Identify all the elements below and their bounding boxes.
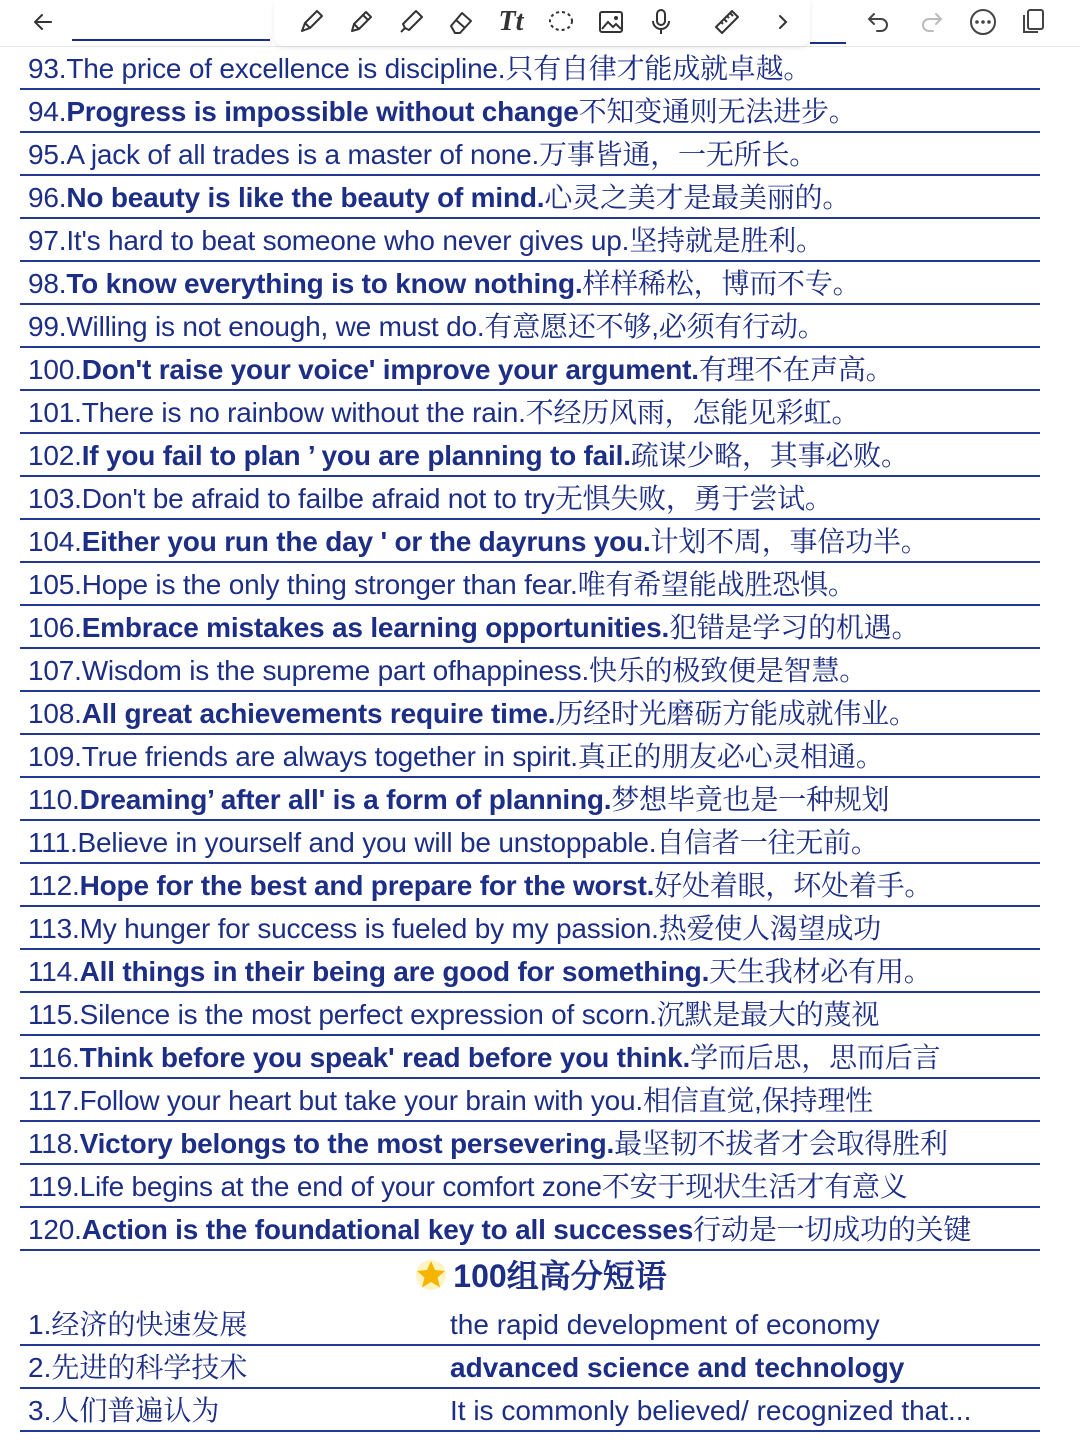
quote-english: Victory belongs to the most persevering. (79, 1128, 615, 1159)
quote-chinese: 犯错是学习的机遇。 (669, 612, 920, 643)
quote-number: 101. (28, 397, 82, 428)
more-button[interactable] (964, 4, 1002, 40)
quote-chinese: 历经时光磨砺方能成就伟业。 (555, 698, 917, 729)
quote-english: A jack of all trades is a master of none. (66, 139, 540, 170)
quote-row (20, 822, 1040, 864)
quote-english: Action is the foundational key to all successes (81, 1214, 694, 1245)
quote-chinese: 万事皆通，一无所长。 (539, 139, 818, 170)
quote-chinese: 样样稀松，博而不专。 (582, 268, 861, 299)
quote-number: 118. (28, 1128, 80, 1159)
phrase-english: It is commonly believed/ recognized that... (450, 1395, 972, 1426)
quote-row (20, 263, 1040, 305)
quote-english: There is no rainbow without the rain. (81, 397, 526, 428)
quote-number: 108. (28, 698, 82, 729)
back-button[interactable] (24, 4, 62, 40)
quote-row (20, 779, 1040, 821)
quote-english: Think before you speak' read before you think. (79, 1042, 691, 1073)
toolbar (0, 0, 1080, 46)
quote-number: 115. (28, 999, 80, 1030)
quote-row (20, 693, 1040, 735)
quote-english: Don't be afraid to failbe afraid not to try (81, 483, 555, 514)
more-icon (968, 7, 998, 37)
quote-number: 96. (28, 182, 67, 213)
quote-row (20, 564, 1040, 606)
quote-chinese: 无惧失败，勇于尝试。 (554, 483, 833, 514)
chevron-right-icon (773, 12, 793, 32)
quote-row (20, 1037, 1040, 1079)
quote-number: 100. (28, 354, 82, 385)
quote-number: 117. (28, 1085, 80, 1116)
undo-button[interactable] (860, 4, 898, 40)
quote-chinese: 有意愿还不够,必须有行动。 (484, 311, 826, 342)
quote-chinese: 坚持就是胜利。 (629, 225, 824, 256)
phrase-english: advanced science and technology (450, 1352, 905, 1383)
quote-row (20, 1123, 1040, 1165)
quote-row (20, 994, 1040, 1036)
quote-english: Don't raise your voice' improve your argument. (81, 354, 699, 385)
quote-chinese: 不知变通则无法进步。 (578, 96, 857, 127)
quote-english: Hope for the best and prepare for the worst. (79, 870, 655, 901)
text-tool[interactable] (492, 4, 530, 40)
quote-row (20, 478, 1040, 520)
text-icon: Tt (498, 6, 524, 37)
pages-button[interactable] (1014, 4, 1052, 40)
eraser-tool[interactable] (442, 4, 480, 40)
quote-chinese: 学而后思，思而后言 (690, 1042, 941, 1073)
quote-number: 113. (28, 913, 80, 944)
quote-row (20, 435, 1040, 477)
quote-number: 94. (28, 96, 67, 127)
quote-chinese: 行动是一切成功的关键 (693, 1214, 972, 1245)
pen-icon (296, 7, 326, 37)
quote-row (20, 521, 1040, 563)
quote-english: My hunger for success is fueled by my passion. (79, 913, 659, 944)
quote-number: 112. (28, 870, 80, 901)
quote-chinese: 有理不在声高。 (698, 354, 894, 385)
quote-chinese: 自信者一往无前。 (656, 827, 879, 858)
star-icon (413, 1257, 449, 1306)
quote-number: 120. (28, 1214, 82, 1245)
quote-english: Dreaming’ after all' is a form of planning. (79, 784, 612, 815)
page-input-underline (810, 6, 846, 44)
quote-english: Progress is impossible without change (66, 96, 579, 127)
highlighter-icon (396, 7, 426, 37)
quote-english: Either you run the day ' or the dayruns you. (81, 526, 651, 557)
quote-row (20, 1166, 1040, 1208)
quote-row (20, 48, 1040, 90)
quote-english: Silence is the most perfect expression of scorn. (79, 999, 657, 1030)
quote-row (20, 736, 1040, 778)
quote-english: All things in their being are good for something. (79, 956, 710, 987)
quote-chinese: 真正的朋友必心灵相通。 (577, 741, 884, 772)
quote-chinese: 相信直觉,保持理性 (642, 1085, 873, 1116)
lasso-icon (546, 7, 576, 37)
quote-chinese: 天生我材必有用。 (709, 956, 932, 987)
quote-number: 95. (28, 139, 67, 170)
section-title (0, 1252, 1080, 1300)
quote-chinese: 梦想毕竟也是一种规划 (611, 784, 890, 815)
quote-chinese: 不经历风雨，怎能见彩虹。 (525, 397, 860, 428)
image-tool[interactable] (592, 4, 630, 40)
ruler-icon (712, 7, 742, 37)
phrase-row (20, 1304, 1040, 1346)
quote-row (20, 607, 1040, 649)
quote-row (20, 177, 1040, 219)
quote-number: 93. (28, 53, 67, 84)
drawing-tools (274, 0, 810, 46)
quote-row (20, 91, 1040, 133)
quote-english: The price of excellence is discipline. (66, 53, 506, 84)
phrase-chinese: 3.人们普遍认为 (28, 1395, 220, 1426)
quote-chinese: 好处着眼，坏处着手。 (654, 870, 933, 901)
quote-row (20, 865, 1040, 907)
quote-row (20, 349, 1040, 391)
quote-number: 119. (28, 1171, 80, 1202)
quote-chinese: 唯有希望能战胜恐惧。 (577, 569, 856, 600)
quote-number: 106. (28, 612, 82, 643)
quote-number: 109. (28, 741, 82, 772)
image-icon (596, 7, 626, 37)
redo-button[interactable] (912, 4, 950, 40)
quote-number: 99. (28, 311, 67, 342)
quote-english: No beauty is like the beauty of mind. (66, 182, 545, 213)
quote-chinese: 快乐的极致便是智慧。 (589, 655, 868, 686)
lasso-tool[interactable] (542, 4, 580, 40)
quote-english: Life begins at the end of your comfort zone (79, 1171, 602, 1202)
phrase-row (20, 1390, 1040, 1432)
quote-row (20, 392, 1040, 434)
quote-english: Wisdom is the supreme part ofhappiness. (81, 655, 590, 686)
quote-english: To know everything is to know nothing. (66, 268, 583, 299)
mic-tool[interactable] (642, 4, 680, 40)
quote-chinese: 只有自律才能成就卓越。 (505, 53, 812, 84)
pencil-tool[interactable] (342, 4, 380, 40)
quote-number: 103. (28, 483, 82, 514)
quote-chinese: 疏谋少略，其事必败。 (630, 440, 909, 471)
quote-chinese: 计划不周，事倍功半。 (650, 526, 929, 557)
quote-english: It's hard to beat someone who never gives up. (66, 225, 630, 256)
quote-row (20, 1080, 1040, 1122)
pencil-icon (346, 7, 376, 37)
quote-number: 114. (28, 956, 80, 987)
quote-row (20, 220, 1040, 262)
section-title-text: 100组高分短语 (453, 1258, 667, 1294)
quote-number: 107. (28, 655, 82, 686)
quote-number: 105. (28, 569, 82, 600)
quote-english: True friends are always together in spirit. (81, 741, 578, 772)
quote-row (20, 134, 1040, 176)
quote-chinese: 心灵之美才是最美丽的。 (544, 182, 851, 213)
phrase-english: the rapid development of economy (450, 1309, 880, 1340)
quote-chinese: 不安于现状生活才有意义 (601, 1171, 908, 1202)
quote-number: 116. (28, 1042, 80, 1073)
quote-chinese: 热爱使人渴望成功 (658, 913, 882, 944)
redo-icon (918, 9, 944, 35)
quote-chinese: 沉默是最大的蔑视 (656, 999, 880, 1030)
quote-english: Embrace mistakes as learning opportunities. (81, 612, 670, 643)
quote-row (20, 908, 1040, 950)
quote-english: Willing is not enough, we must do. (66, 311, 485, 342)
arrow-left-icon (31, 10, 55, 34)
title-input[interactable] (72, 3, 270, 41)
eraser-icon (446, 7, 476, 37)
undo-icon (866, 9, 892, 35)
phrase-chinese: 2.先进的科学技术 (28, 1352, 248, 1383)
quote-english: All great achievements require time. (81, 698, 556, 729)
highlighter-tool[interactable] (392, 4, 430, 40)
phrase-row (20, 1347, 1040, 1389)
quote-english: Follow your heart but take your brain with you. (79, 1085, 643, 1116)
quote-row (20, 951, 1040, 993)
quote-english: If you fail to plan ’ you are planning to fail. (81, 440, 631, 471)
phrase-chinese: 1.经济的快速发展 (28, 1309, 248, 1340)
quote-number: 104. (28, 526, 82, 557)
quote-row (20, 1209, 1040, 1251)
pen-tool[interactable] (292, 4, 330, 40)
quote-number: 102. (28, 440, 82, 471)
quote-row (20, 306, 1040, 348)
quote-number: 98. (28, 268, 67, 299)
quote-english: Believe in yourself and you will be unstoppable. (77, 827, 657, 858)
pages-icon (1019, 7, 1047, 37)
more-tools-button[interactable] (764, 4, 802, 40)
quote-row (20, 650, 1040, 692)
quote-number: 110. (28, 784, 80, 815)
ruler-tool[interactable] (708, 4, 746, 40)
microphone-icon (646, 7, 676, 37)
quote-english: Hope is the only thing stronger than fear. (81, 569, 578, 600)
quote-number: 97. (28, 225, 67, 256)
quote-chinese: 最坚韧不拔者才会取得胜利 (614, 1128, 948, 1159)
quote-number: 111. (28, 827, 78, 858)
